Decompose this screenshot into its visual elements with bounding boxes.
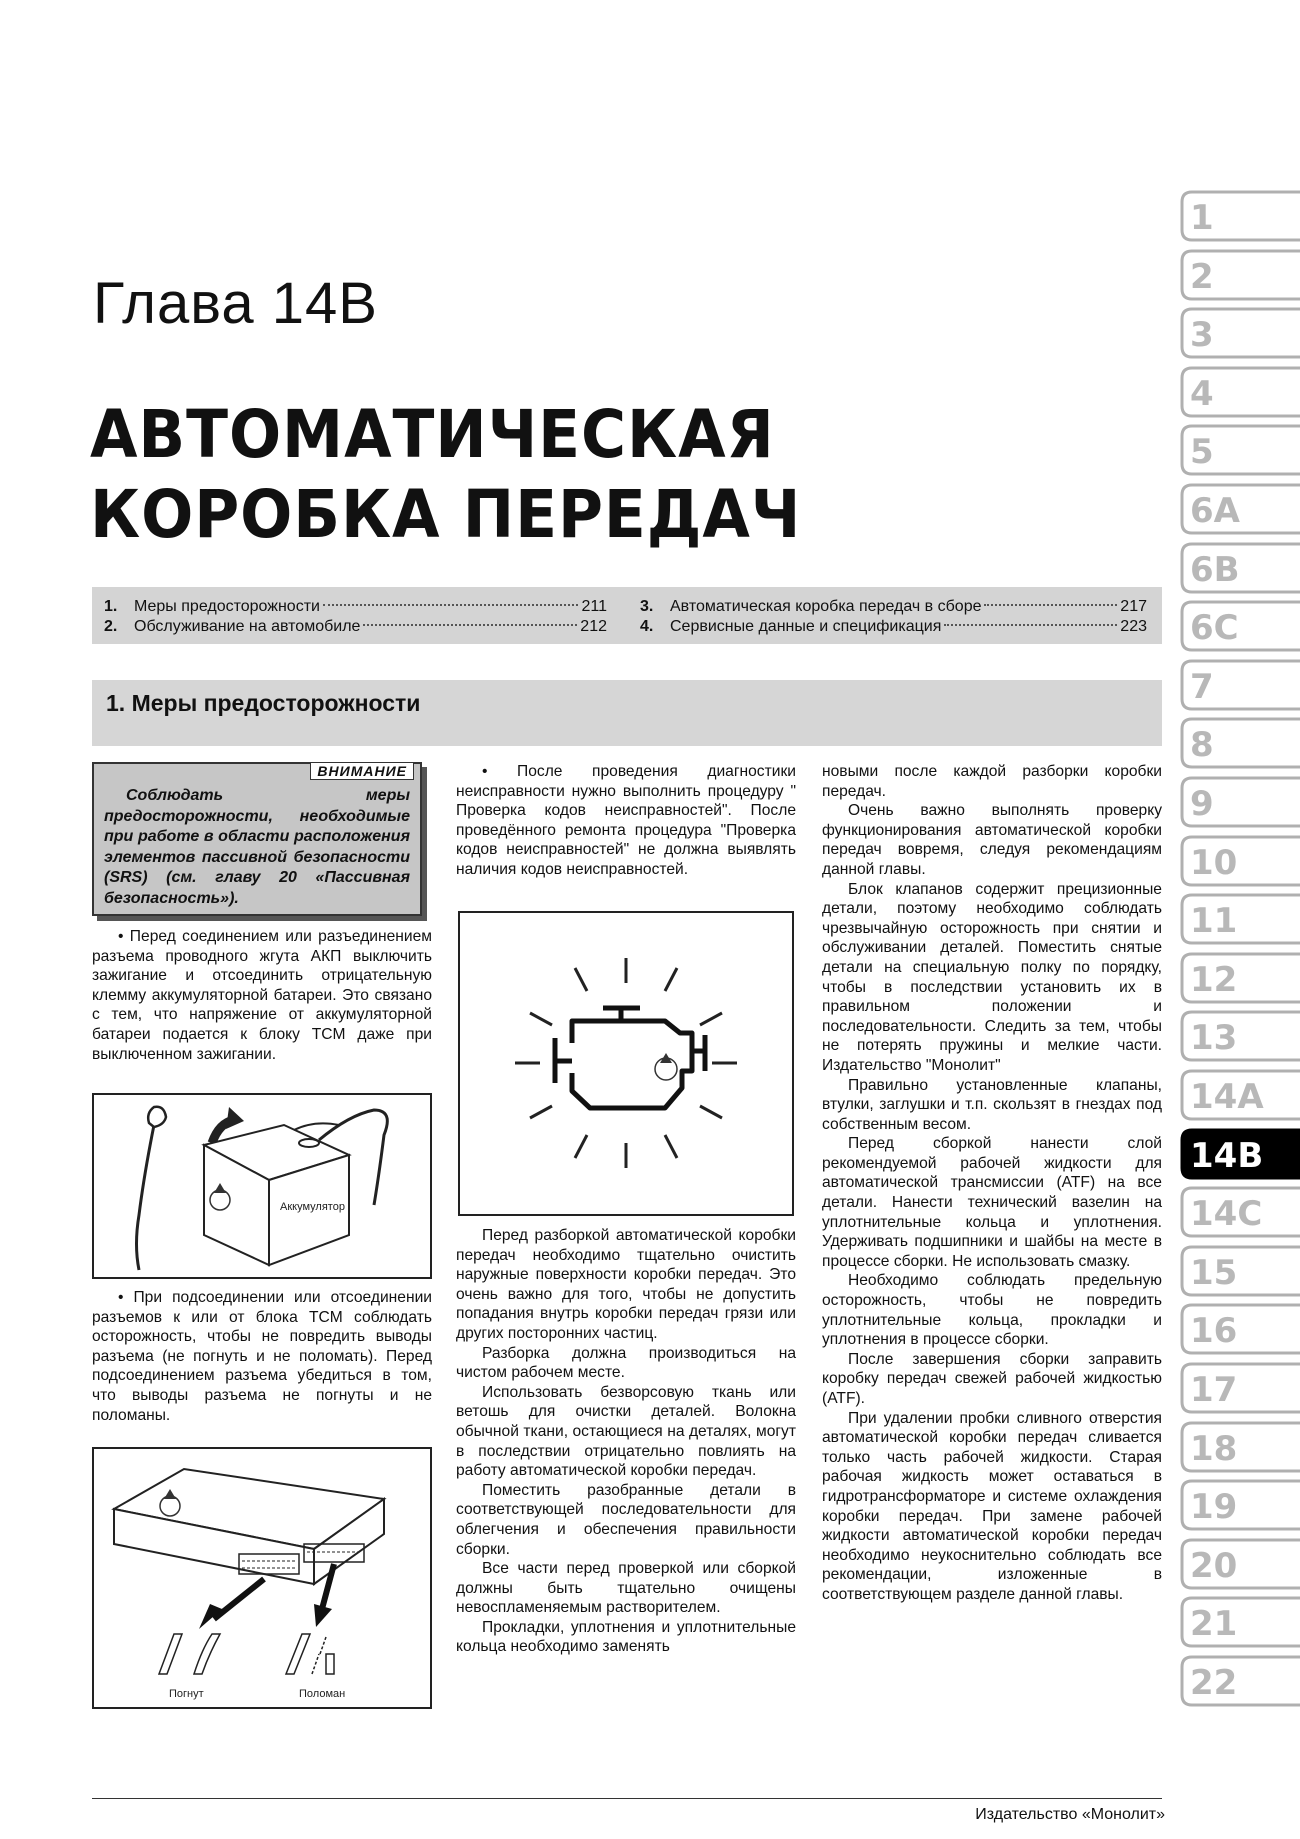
chapter-tab-label: 1 (1190, 198, 1214, 238)
chapter-tab[interactable] (1180, 1186, 1295, 1238)
chapter-tab-label: 18 (1190, 1428, 1238, 1469)
chapter-tab-label: 22 (1190, 1663, 1238, 1703)
paragraph: • Перед соединением или разъединением разъема проводного жгута АКП выключить зажигание и отсоединить отрицательную клемму аккумуляторной батареи. Это связано с тем, что напряжение от аккумуляторной батареи подается к блоку TCM даже при выключенном зажигании. (92, 928, 432, 1063)
column-1-paragraph (92, 927, 432, 1064)
paragraph: Прокладки, уплотнения и уплотнительные кольца необходимо заменять (456, 1618, 796, 1656)
chapter-tab[interactable] (1180, 190, 1295, 242)
chapter-tab[interactable] (1180, 483, 1295, 535)
chapter-tab[interactable] (1180, 1069, 1295, 1121)
paragraph: Блок клапанов содержит прецизионные детали, поэтому необходимо соблюдать чрезвычайную осторожность при снятии и обслуживании деталей. Поместить снятые детали на специальную полку по порядку, чтобы в последствии установить их в правильном положении и последовательности. Следить за тем, чтобы не потерять пружины и мелкие части. Издательство "Монолит" (822, 880, 1162, 1074)
chapter-tab[interactable] (1180, 1245, 1295, 1297)
chapter-tab[interactable] (1180, 1596, 1295, 1648)
chapter-tab[interactable] (1180, 952, 1295, 1004)
publisher-footer: Издательство «Монолит» (975, 1806, 1165, 1823)
column-1-paragraph (92, 1288, 432, 1425)
toc-title: Автоматическая коробка передач в сборе (670, 598, 982, 615)
chapter-tab-label: 16 (1190, 1311, 1238, 1352)
broken-label: Поломан (299, 1688, 346, 1700)
chapter-tab[interactable] (1180, 1303, 1295, 1355)
toc-number: 2. (104, 618, 118, 635)
paragraph: Правильно установленные клапаны, втулки, заглушки и т.п. скользят в гнездах под собственным весом. (822, 1076, 1162, 1133)
chapter-tab[interactable] (1180, 424, 1295, 476)
chapter-tab-label: 21 (1190, 1604, 1238, 1645)
chapter-tab-label: 11 (1190, 901, 1238, 942)
paragraph: Поместить разобранные детали в соответствующей последовательности для облегчения и обеспечения правильности сборки. (456, 1481, 796, 1558)
toc-title: Меры предосторожности (134, 598, 320, 615)
page-title (90, 395, 801, 555)
toc-entry[interactable] (104, 617, 607, 637)
chapter-tab[interactable] (1180, 835, 1295, 887)
toc-page: 212 (580, 618, 607, 635)
chapter-tab[interactable] (1180, 1538, 1295, 1590)
toc-number: 3. (640, 598, 654, 615)
chapter-tab[interactable] (1180, 659, 1295, 711)
column-2-top (456, 762, 796, 880)
toc-number: 4. (640, 618, 654, 635)
toc-number: 1. (104, 598, 118, 615)
chapter-tab-label: 4 (1190, 373, 1214, 414)
chapter-tab-label: 13 (1190, 1018, 1238, 1059)
chapter-tab[interactable] (1180, 1655, 1295, 1707)
chapter-tab[interactable] (1180, 1128, 1295, 1180)
chapter-tab-label: 14C (1190, 1194, 1263, 1235)
battery-illustration (94, 1095, 430, 1277)
paragraph: • При подсоединении или отсоединении разъемов к или от блока TCM соблюдать осторожность, чтобы не повредить выводы разъема (не погнуть и не поломать). Перед подсоединением разъема убедиться в том, что выводы разъема не погнуты и не поломаны. (92, 1289, 432, 1424)
chapter-tab-label: 19 (1190, 1487, 1238, 1528)
chapter-tab[interactable] (1180, 366, 1295, 418)
toc-page: 211 (581, 598, 607, 615)
toc-title: Обслуживание на автомобиле (134, 618, 361, 635)
chapter-tab[interactable] (1180, 1479, 1295, 1531)
paragraph: Очень важно выполнять проверку функционирования автоматической коробки передач вовремя, следуя рекомендациям данной главы. (822, 802, 1162, 878)
paragraph: новыми после каждой разборки коробки передач. (822, 763, 1162, 800)
section-title: 1. Меры предосторожности (106, 690, 421, 716)
paragraph: Перед сборкой нанести слой рекомендуемой рабочей жидкости для автоматической трансмиссии (ATF) на все детали. Нанести технический вазелин на уплотнительные кольца и уплотнения. Удерживать подшипники и шайбы на месте в процессе сборки. Не использовать смазку. (822, 1135, 1162, 1270)
title-line-1: АВТОМАТИЧЕСКАЯ (90, 396, 775, 473)
chapter-tab[interactable] (1180, 1362, 1295, 1414)
toc-page: 223 (1120, 618, 1147, 635)
chapter-tab-label: 10 (1190, 842, 1238, 883)
chapter-tab-label: 17 (1190, 1370, 1238, 1410)
chapter-label: Глава 14B (93, 271, 378, 336)
paragraph: Использовать безворсовую ткань или ветошь для очистки деталей. Волокна обычной ткани, остающиеся на деталях, могут в последствии отрицательно повлиять на работу автоматической коробки передач. (456, 1383, 796, 1480)
toc-title: Сервисные данные и спецификация (670, 618, 942, 635)
column-3 (822, 762, 1162, 1605)
toc-page: 217 (1120, 598, 1147, 615)
chapter-tab-label: 2 (1190, 256, 1214, 297)
table-of-contents (92, 587, 1162, 644)
toc-entry[interactable] (640, 597, 1147, 617)
footer-divider (92, 1798, 1162, 1799)
paragraph: Все части перед проверкой или сборкой должны быть тщательно очищены невоспламеняемым растворителем. (456, 1560, 796, 1617)
battery-figure (92, 1093, 432, 1279)
paragraph: • После проведения диагностики неисправности нужно выполнить процедуру " Проверка кодов неисправностей". После проведённого ремонта процедура "Проверка кодов неисправностей" не должна выявлять наличия кодов неисправностей. (456, 763, 796, 878)
chapter-tab-label: 9 (1190, 784, 1214, 824)
chapter-tab-label: 12 (1190, 959, 1238, 1000)
chapter-tab[interactable] (1180, 1010, 1295, 1062)
toc-entry[interactable] (104, 597, 607, 617)
chapter-tab-label: 6B (1190, 549, 1240, 590)
chapter-tab-label: 8 (1190, 725, 1214, 766)
paragraph: При удалении пробки сливного отверстия автоматической коробки передач сливается только часть рабочей жидкости. Старая рабочая жидкость может оставаться в гидротрансформаторе и системе охлаждения коробки передач. При замене рабочей жидкости автоматической коробки передач необходимо неукоснительно соблюдать все рекомендации, изложенные в соответствующем разделе данной главы. (822, 1409, 1162, 1603)
warning-text: Соблюдать меры предосторожности, необходимые при работе в области расположения элементов пассивной безопасности (SRS) (см. главу 20 «Пассивная безопасность»). (104, 787, 410, 907)
chapter-tab-label: 20 (1190, 1545, 1238, 1586)
paragraph: Разборка должна производиться на чистом рабочем месте. (456, 1344, 796, 1382)
warning-badge: ВНИМАНИЕ (310, 762, 414, 780)
warning-box (92, 762, 422, 916)
chapter-tab[interactable] (1180, 600, 1295, 652)
chapter-tab[interactable] (1180, 776, 1295, 828)
chapter-tab[interactable] (1180, 307, 1295, 359)
chapter-tab-label: 6A (1190, 491, 1240, 531)
paragraph: После завершения сборки заправить коробку передач свежей рабочей жидкостью (ATF). (822, 1350, 1162, 1407)
chapter-tab-label: 14B (1190, 1135, 1264, 1176)
chapter-tab-label: 15 (1190, 1252, 1238, 1293)
chapter-tab[interactable] (1180, 893, 1295, 945)
title-line-2: КОРОБКА ПЕРЕДАЧ (90, 476, 802, 553)
column-2-bottom (456, 1226, 796, 1657)
check-engine-figure (458, 911, 794, 1216)
battery-label: Аккумулятор (280, 1201, 345, 1213)
check-engine-illustration (460, 913, 792, 1214)
paragraph: Перед разборкой автоматической коробки передач необходимо тщательно очистить наружные поверхности коробки передач. Это очень важно для того, чтобы не допустить попадания внутрь коробки передач грязи или других посторонних частиц. (456, 1227, 796, 1342)
chapter-tab-label: 7 (1190, 666, 1214, 707)
chapter-tab[interactable] (1180, 1421, 1295, 1473)
chapter-tab[interactable] (1180, 717, 1295, 769)
paragraph: Необходимо соблюдать предельную осторожность, чтобы не повредить уплотнительные кольца, прокладки и уплотнения в процессе сборки. (822, 1272, 1162, 1349)
bent-label: Погнут (169, 1688, 204, 1700)
chapter-tab[interactable] (1180, 249, 1295, 301)
chapter-tab-label: 3 (1190, 315, 1214, 356)
chapter-tab-label: 6C (1190, 608, 1239, 649)
connector-figure (92, 1447, 432, 1709)
toc-entry[interactable] (640, 617, 1147, 637)
chapter-tab-label: 5 (1190, 432, 1214, 473)
chapter-tab-label: 14A (1190, 1077, 1264, 1117)
tcm-connector-illustration (94, 1449, 430, 1707)
chapter-tab[interactable] (1180, 542, 1295, 594)
